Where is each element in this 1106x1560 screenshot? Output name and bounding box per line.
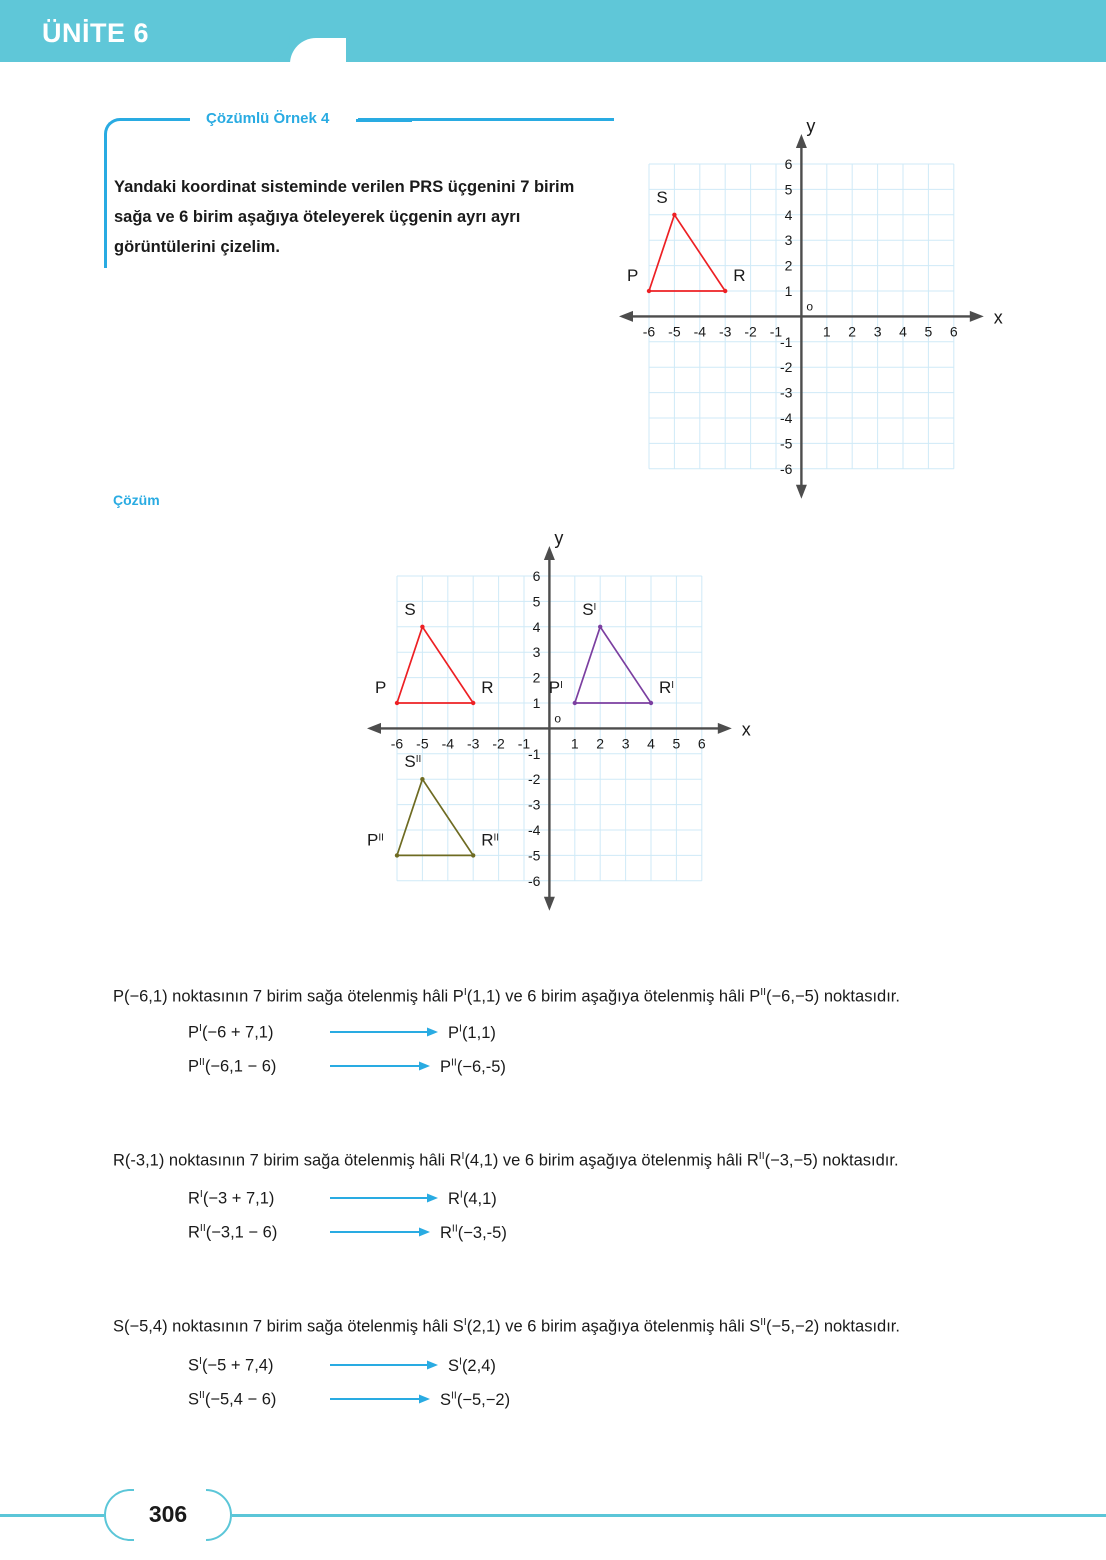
vertex-dot xyxy=(649,701,653,705)
derivation-source: $R^{II}(-3,1 - 6)$ xyxy=(188,1222,278,1242)
y-tick-label: -4 xyxy=(527,822,541,838)
coordinate-plane-svg xyxy=(363,528,751,940)
derivation-paragraph-p: P(−6,1) noktasının 7 birim sağa ötelenmiş hâli $P^I(1,1)$ ve 6 birim aşağıya ötelenmiş hâli $P^{II}(-6,-5)$ noktasıdır. xyxy=(113,986,900,1006)
derivation-result: $S^I(2,4)$ xyxy=(448,1355,496,1375)
x-tick-label: -3 xyxy=(466,735,480,752)
x-tick-label: 5 xyxy=(672,735,681,752)
x-tick-label: -4 xyxy=(441,735,455,752)
derivation-result: $P^I(1,1)$ xyxy=(448,1022,496,1042)
derivation-row-p-2 xyxy=(188,1056,506,1077)
x-tick-label: -4 xyxy=(693,323,707,340)
origin-label: o xyxy=(806,299,814,314)
y-tick-label: 1 xyxy=(784,283,793,299)
x-tick-label: -6 xyxy=(390,735,404,752)
x-tick-label: 6 xyxy=(949,323,958,340)
vertex-label: R xyxy=(733,266,746,285)
problem-statement: Yandaki koordinat sisteminde verilen PRS üçgenini 7 birim sağa ve 6 birim aşağıya öteleyerek üçgenin ayrı ayrı görüntülerini çizelim. xyxy=(114,178,575,256)
triangle-outline xyxy=(649,215,725,291)
page-number: 306 xyxy=(148,1501,188,1527)
derivation-row-r-2 xyxy=(188,1222,507,1243)
derivation-row-p-1 xyxy=(188,1022,496,1043)
x-axis-label: x xyxy=(993,307,1003,328)
vertex-dot xyxy=(573,701,577,705)
x-tick-label: -6 xyxy=(642,323,656,340)
y-tick-label: 2 xyxy=(784,257,793,274)
x-tick-label: 1 xyxy=(570,735,579,752)
derivation-paragraph-r: R(-3,1) noktasının 7 birim sağa ötelenmiş hâli $R^I(4,1)$ ve 6 birim aşağıya ötelenmiş hâli $R^{II}(-3,-5)$ noktasıdır. xyxy=(113,1150,899,1170)
vertex-dot xyxy=(420,777,424,781)
origin-label: o xyxy=(554,711,562,726)
derivation-source: $P^I(-6 + 7,1)$ xyxy=(188,1022,274,1042)
x-tick-label: 3 xyxy=(621,735,630,752)
vertex-label: P xyxy=(375,678,387,697)
derivation-result: $R^{II}(-3,-5)$ xyxy=(440,1222,507,1242)
y-tick-label: 6 xyxy=(532,568,541,584)
triangle-outline xyxy=(397,779,473,855)
vertex-label: $S^I$ xyxy=(582,599,597,619)
y-tick-label: -5 xyxy=(527,847,541,864)
vertex-dot xyxy=(395,701,399,705)
y-tick-label: 6 xyxy=(784,156,793,172)
axes xyxy=(619,134,984,499)
x-tick-label: 4 xyxy=(899,323,907,340)
implies-arrow-icon xyxy=(330,1024,438,1043)
vertex-dot xyxy=(471,853,475,857)
y-tick-label: 3 xyxy=(784,232,793,249)
vertex-label: S xyxy=(404,599,416,619)
implies-arrow-icon xyxy=(330,1357,438,1376)
footer-rule-left xyxy=(0,1514,104,1517)
derivation-result: $S^{II}(-5,-2)$ xyxy=(440,1389,511,1409)
coordinate-plane-svg xyxy=(615,116,1003,528)
footer-cap-mask-bottom xyxy=(134,1536,206,1544)
derivation-row-r-1 xyxy=(188,1188,497,1209)
example-title: Çözümlü Örnek 4 xyxy=(196,110,339,127)
x-tick-label: -5 xyxy=(416,735,429,752)
derivation-source: $S^{II}(-5,4 - 6)$ xyxy=(188,1389,277,1409)
derivation-result: $R^I(4,1)$ xyxy=(448,1188,497,1208)
coordinate-plane-problem xyxy=(615,116,1003,528)
implies-arrow-icon xyxy=(330,1190,438,1209)
y-tick-label: 4 xyxy=(784,206,793,223)
y-tick-label: -1 xyxy=(779,333,793,350)
vertex-label: $R^I$ xyxy=(659,678,675,697)
derivation-row-s-1 xyxy=(188,1355,496,1376)
triangle-outline xyxy=(397,627,473,703)
x-tick-label: -3 xyxy=(718,323,732,340)
vertex-label: $R^{II}$ xyxy=(481,830,500,850)
y-axis-label: y xyxy=(554,528,564,548)
vertex-label: R xyxy=(481,678,494,697)
x-tick-label: 5 xyxy=(924,323,933,340)
y-tick-label: -3 xyxy=(779,384,793,401)
x-axis-label: x xyxy=(741,719,751,740)
y-tick-label: -2 xyxy=(527,771,541,788)
derivation-source: $S^I(-5 + 7,4)$ xyxy=(188,1355,274,1375)
triangle-outline xyxy=(575,627,651,703)
x-tick-label: -1 xyxy=(769,323,783,340)
vertex-dot xyxy=(723,289,727,293)
derivation-source: $R^I(-3 + 7,1)$ xyxy=(188,1188,275,1208)
vertex-dot xyxy=(420,625,424,629)
solution-label: Çözüm xyxy=(113,492,160,508)
x-tick-label: -5 xyxy=(668,323,681,340)
vertex-dot xyxy=(647,289,651,293)
y-tick-label: 3 xyxy=(532,644,541,661)
x-tick-label: 3 xyxy=(873,323,882,340)
y-tick-label: -2 xyxy=(779,359,793,376)
y-tick-label: 2 xyxy=(532,669,541,686)
vertex-label: P xyxy=(627,266,639,285)
vertex-dot xyxy=(598,625,602,629)
x-tick-label: 1 xyxy=(822,323,831,340)
x-tick-label: 6 xyxy=(697,735,706,752)
implies-arrow-icon xyxy=(330,1224,430,1243)
derivation-source: $P^{II}(-6,1 - 6)$ xyxy=(188,1056,277,1076)
y-tick-label: -1 xyxy=(527,745,541,762)
y-tick-label: 5 xyxy=(532,593,541,610)
y-tick-label: -6 xyxy=(779,460,793,477)
y-tick-label: -4 xyxy=(779,410,793,426)
vertex-label: $S^{II}$ xyxy=(404,752,422,772)
derivation-paragraph-s: S(−5,4) noktasının 7 birim sağa ötelenmiş hâli $S^I(2,1)$ ve 6 birim aşağıya ötelenmiş hâli $S^{II}(-5,-2)$ noktasıdır. xyxy=(113,1316,900,1336)
x-tick-label: 2 xyxy=(596,735,605,752)
x-tick-label: -2 xyxy=(744,323,757,340)
implies-arrow-icon xyxy=(330,1391,430,1410)
vertex-dot xyxy=(672,213,676,217)
y-tick-label: -5 xyxy=(779,435,793,452)
implies-arrow-icon xyxy=(330,1058,430,1077)
y-tick-label: 1 xyxy=(532,695,541,711)
unit-label: ÜNİTE 6 xyxy=(42,18,150,48)
vertex-dot xyxy=(395,853,399,857)
footer-rule-right xyxy=(232,1514,1106,1517)
x-tick-label: -2 xyxy=(492,735,505,752)
y-tick-label: -6 xyxy=(527,872,541,889)
y-tick-label: 5 xyxy=(784,181,793,198)
x-tick-label: -1 xyxy=(517,735,531,752)
coordinate-plane-solution xyxy=(363,528,751,940)
y-axis-label: y xyxy=(806,116,816,136)
x-tick-label: 2 xyxy=(848,323,857,340)
derivation-result: $P^{II}(-6,-5)$ xyxy=(440,1056,506,1076)
vertex-dot xyxy=(471,701,475,705)
vertex-label: S xyxy=(656,187,668,207)
footer-cap-mask-top xyxy=(134,1484,206,1492)
vertex-label: $P^{II}$ xyxy=(367,830,384,850)
example-title-dash xyxy=(356,119,412,122)
derivation-row-s-2 xyxy=(188,1389,510,1410)
y-tick-label: 4 xyxy=(532,618,541,635)
x-tick-label: 4 xyxy=(647,735,655,752)
vertex-label: $P^I$ xyxy=(548,678,563,697)
y-tick-label: -3 xyxy=(527,796,541,813)
